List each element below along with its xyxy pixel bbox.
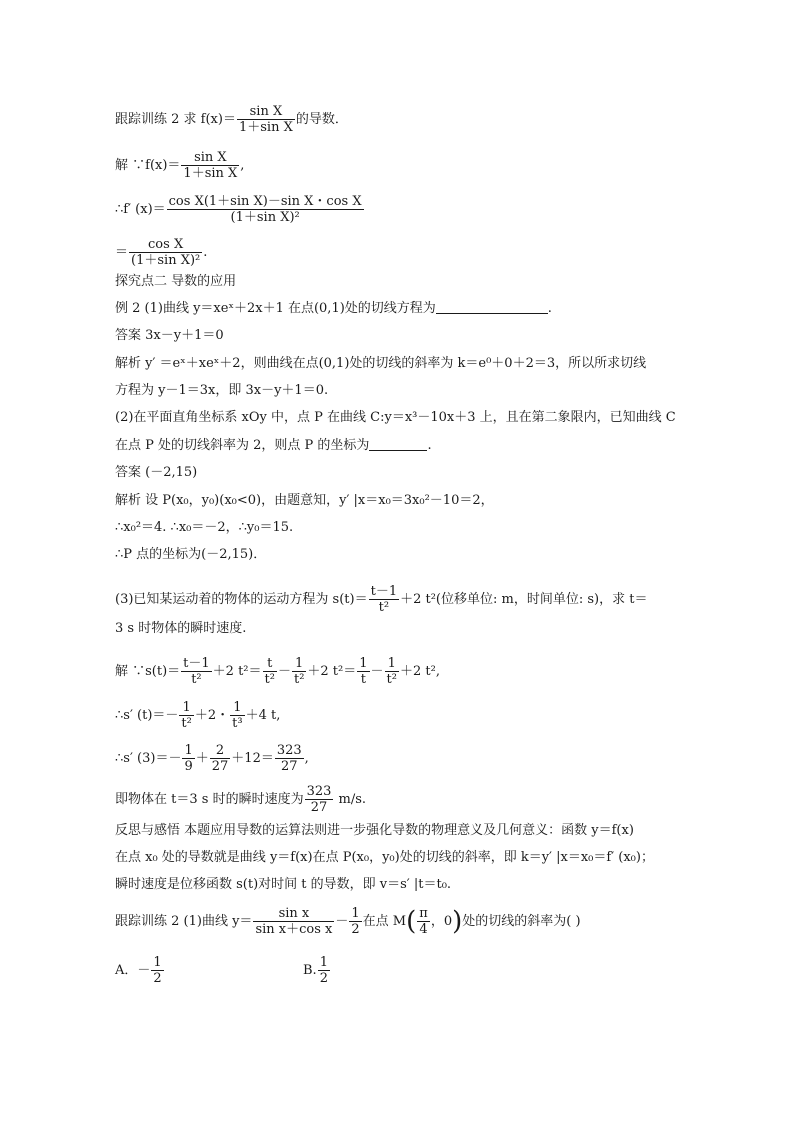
- numerator: 323: [276, 743, 302, 758]
- solution-3-line-3: [115, 743, 309, 774]
- denominator: 27: [275, 758, 304, 774]
- solution-line-3: [115, 237, 207, 268]
- answer-blank: [436, 301, 548, 314]
- reflection-line-1: 反思与感悟 本题应用导数的运算法则进一步强化导数的物理意义及几何意义：函数 y＝f(x): [115, 823, 634, 838]
- fraction: [349, 906, 361, 937]
- text: (3)已知某运动着的物体的运动方程为 s(t)＝: [115, 592, 368, 607]
- numerator: 1: [184, 743, 193, 758]
- numerator: π: [419, 906, 428, 921]
- fraction: [253, 906, 334, 937]
- denominator: t: [357, 671, 369, 687]
- exercise-2-title: [115, 104, 348, 135]
- text: 在点 P 处的切线斜率为 2，则点 P 的坐标为: [115, 438, 370, 453]
- denominator: (1＋sin X)²: [167, 209, 364, 225]
- denominator: t²: [264, 672, 275, 687]
- text: ＋12＝: [231, 751, 274, 766]
- numerator: sin X: [194, 150, 227, 165]
- fraction: [230, 700, 244, 731]
- denominator: t²: [293, 672, 305, 687]
- exercise-2-part-1: [115, 906, 581, 937]
- text: 例 2 (1)曲线 y＝xeˣ＋2x＋1 在点(0,1)处的切线方程为: [115, 301, 436, 316]
- reflection-line-2: 在点 x₀ 处的导数就是曲线 y＝f(x)在点 P(x₀，y₀)处的切线的斜率，即 k＝y′ |x＝x₀＝f′ (x₀)；: [115, 850, 654, 865]
- fraction: [369, 584, 400, 615]
- analysis-1-line-2: 方程为 y－1＝3x，即 3x－y＋1＝0.: [115, 383, 329, 398]
- numerator: 1: [295, 656, 304, 671]
- fraction: [292, 656, 306, 687]
- text: －: [277, 664, 291, 679]
- option-b: [303, 955, 331, 986]
- text: ∴f′ (x)＝: [115, 202, 166, 217]
- numerator: 1: [233, 700, 242, 715]
- numerator: sin x: [278, 906, 310, 921]
- example-2-part-2-line-2: [115, 437, 432, 455]
- example-2-part-2-line-1: (2)在平面直角坐标系 xOy 中，点 P 在曲线 C:y＝x³－10x＋3 上，且在第二象限内，已知曲线 C: [115, 410, 676, 425]
- denominator: t²: [181, 671, 212, 687]
- numerator: t－1: [183, 656, 210, 671]
- numerator: 1: [182, 700, 191, 715]
- denominator: t³: [232, 716, 243, 731]
- text: ＋4 t,: [245, 708, 281, 723]
- text: ＋2 t²,: [399, 664, 440, 679]
- text: －: [335, 914, 349, 929]
- text: 即物体在 t＝3 s 时的瞬时速度为: [115, 792, 304, 807]
- text: .: [547, 301, 552, 316]
- text: ＋: [195, 751, 209, 766]
- denominator: t²: [181, 716, 192, 731]
- text: B.: [303, 963, 317, 978]
- text: ,: [240, 158, 245, 173]
- example-2-part-1: [115, 300, 552, 318]
- numerator: cos X(1＋sin X)－sin X・cos X: [168, 194, 362, 209]
- denominator: (1＋sin X)²: [131, 253, 201, 268]
- denominator: 2: [351, 922, 360, 937]
- solution-3-line-2: [115, 700, 280, 731]
- text: ＋2 t²＝: [212, 664, 262, 679]
- fraction: [151, 955, 163, 986]
- text: ＋2 t²(位移单位: m，时间单位: s)，求 t＝: [400, 592, 648, 607]
- solution-line-2: [115, 194, 365, 225]
- fraction: [357, 656, 369, 687]
- fraction: [182, 743, 194, 774]
- example-2-part-3-line-1: [115, 584, 647, 615]
- numerator: 1: [319, 955, 328, 970]
- fraction: [237, 104, 295, 135]
- left-paren: (: [406, 906, 417, 937]
- option-a: [115, 955, 165, 986]
- text: 在点 M: [362, 914, 407, 929]
- fraction: [210, 743, 231, 774]
- fraction: [417, 906, 430, 937]
- text: ＝: [115, 245, 129, 260]
- denominator: t²: [369, 599, 400, 615]
- text: ,: [304, 751, 309, 766]
- numerator: t: [267, 656, 273, 671]
- numerator: 323: [306, 784, 332, 799]
- analysis-2-line-1: 解析 设 P(x₀，y₀)(x₀<0)，由题意知，y′ |x＝x₀＝3x₀²－10＝2，: [115, 493, 494, 508]
- text: －: [370, 664, 384, 679]
- right-paren: ): [452, 906, 463, 937]
- text: .: [427, 438, 432, 453]
- answer-blank: [369, 438, 427, 451]
- denominator: 9: [184, 759, 193, 774]
- reflection-line-3: 瞬时速度是位移函数 s(t)对时间 t 的导数，即 v＝s′ |t＝t₀.: [115, 877, 452, 892]
- denominator: sin x＋cos x: [255, 922, 333, 937]
- numerator: sin X: [249, 104, 283, 119]
- denominator: 4: [417, 921, 430, 937]
- text: ＋2・: [194, 708, 230, 723]
- text: ，0: [430, 914, 453, 929]
- example-2-part-3-line-2: 3 s 时物体的瞬时速度.: [115, 621, 247, 636]
- text: ∴s′ (3)＝－: [115, 751, 182, 766]
- fraction: [275, 743, 304, 774]
- denominator: 1＋sin X: [238, 120, 293, 135]
- numerator: cos X: [148, 237, 184, 252]
- analysis-2-line-3: ∴P 点的坐标为(－2,15)．: [115, 547, 267, 562]
- text: m/s.: [334, 792, 367, 807]
- answer-1: 答案 3x－y＋1＝0: [115, 328, 224, 343]
- numerator: 1: [387, 656, 396, 671]
- numerator: 1: [153, 955, 162, 970]
- text: 的导数．: [295, 112, 348, 127]
- analysis-2-line-2: ∴x₀²＝4. ∴x₀＝－2，∴y₀＝15.: [115, 520, 294, 535]
- text: 跟踪训练 2 求 f(x)＝: [115, 112, 236, 127]
- text: ＋2 t²＝: [307, 664, 357, 679]
- text: 解 ∵f(x)＝: [115, 158, 181, 173]
- denominator: 27: [211, 759, 229, 774]
- analysis-1-line-1: 解析 y′ ＝eˣ＋xeˣ＋2，则曲线在点(0,1)处的切线的斜率为 k＝e⁰＋0＋2＝3，所以所求切线: [115, 356, 647, 371]
- text: A．－: [115, 963, 151, 978]
- numerator: 1: [351, 906, 360, 921]
- numerator: t－1: [370, 584, 398, 599]
- text: 解 ∵s(t)＝: [115, 664, 181, 679]
- denominator: 2: [153, 971, 162, 986]
- text: ∴s′ (t)＝－: [115, 708, 179, 723]
- solution-line-1: [115, 150, 244, 181]
- numerator: 2: [215, 743, 225, 758]
- answer-2: 答案 (－2,15): [115, 465, 198, 480]
- denominator: t²: [386, 672, 397, 687]
- denominator: 27: [305, 799, 334, 815]
- text: 处的切线的斜率为( ): [462, 914, 581, 929]
- fraction: [263, 656, 277, 687]
- solution-3-conclusion: [115, 784, 366, 815]
- fraction: [385, 656, 399, 687]
- fraction: [318, 955, 330, 986]
- denominator: 2: [319, 971, 328, 986]
- fraction: [305, 784, 334, 815]
- fraction: [167, 194, 364, 225]
- text: .: [203, 245, 208, 260]
- denominator: 1＋sin X: [183, 166, 238, 181]
- fraction: [129, 237, 202, 268]
- solution-3-line-1: [115, 656, 440, 687]
- numerator: 1: [359, 656, 368, 671]
- fraction: [179, 700, 193, 731]
- section-heading: 探究点二 导数的应用: [115, 274, 237, 289]
- fraction: [181, 656, 212, 687]
- fraction: [181, 150, 239, 181]
- text: 跟踪训练 2 (1)曲线 y＝: [115, 914, 253, 929]
